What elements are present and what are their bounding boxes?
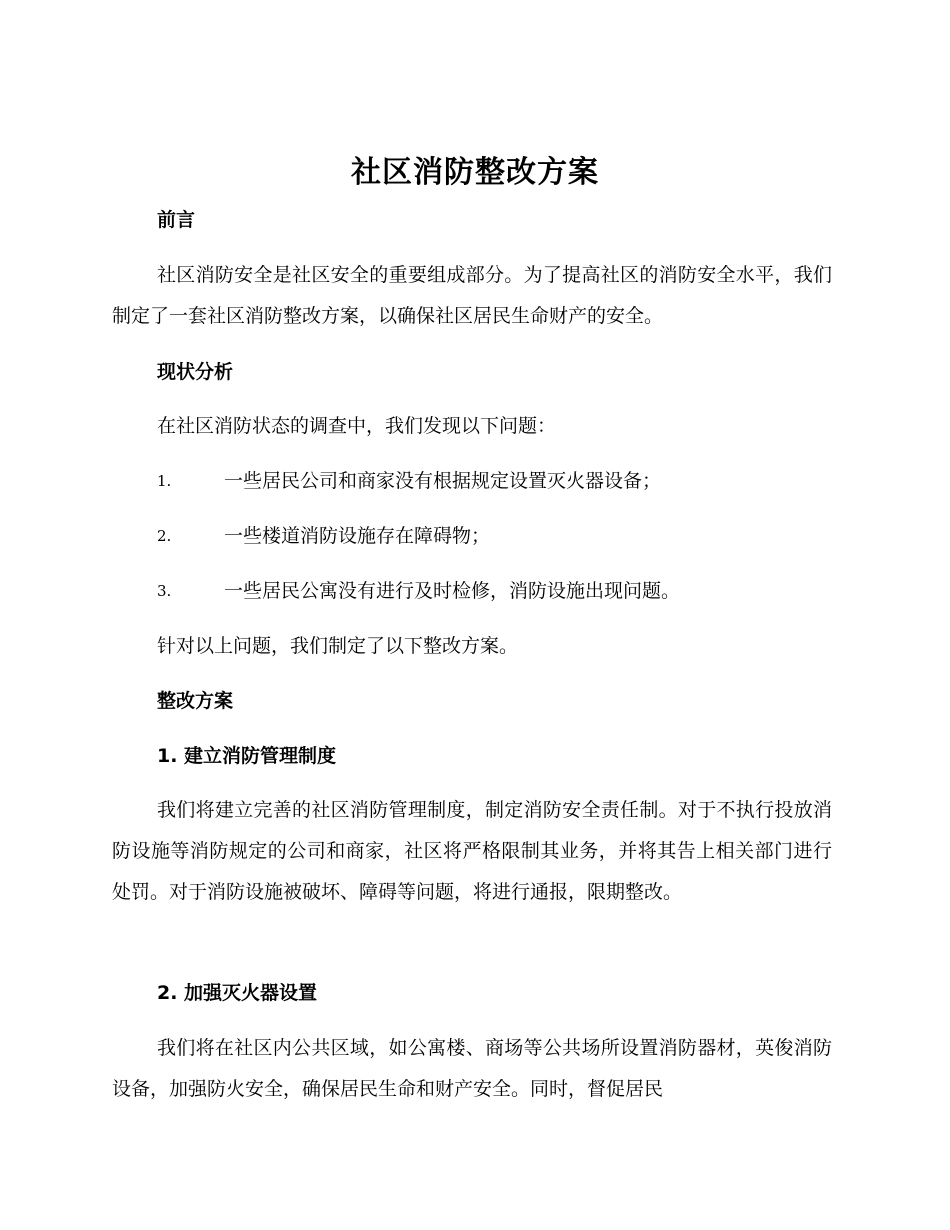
list-item-number: 2. xyxy=(157,527,172,545)
plan-item-1-paragraph: 我们将建立完善的社区消防管理制度，制定消防安全责任制。对于不执行投放消防设施等消防规定的公司和商家，社区将严格限制其业务，并将其告上相关部门进行处罚。对于消防设施被破坏、障碍等问题，将进行通报，限期整改。 xyxy=(112,799,832,903)
plan-item-2-paragraph: 我们将在社区内公共区域，如公寓楼、商场等公共场所设置消防器材，英俊消防设备，加强防火安全，确保居民生命和财产安全。同时，督促居民 xyxy=(112,1037,832,1100)
plan-item-1-heading: 1. 建立消防管理制度 xyxy=(157,745,337,767)
analysis-conclusion: 针对以上问题，我们制定了以下整改方案。 xyxy=(157,635,519,657)
analysis-heading: 现状分析 xyxy=(157,361,234,383)
preface-paragraph: 社区消防安全是社区安全的重要组成部分。为了提高社区的消防安全水平，我们制定了一套社区消防整改方案，以确保社区居民生命财产的安全。 xyxy=(112,264,832,327)
list-item-text: 一些楼道消防设施存在障碍物； xyxy=(224,525,491,547)
list-item-number: 1. xyxy=(157,472,172,490)
plan-item-2-heading: 2. 加强灭火器设置 xyxy=(157,982,318,1004)
analysis-intro: 在社区消防状态的调查中，我们发现以下问题： xyxy=(157,415,557,437)
plan-heading: 整改方案 xyxy=(157,690,234,712)
document-title: 社区消防整改方案 xyxy=(351,155,599,190)
list-item-text: 一些居民公寓没有进行及时检修，消防设施出现问题。 xyxy=(224,580,681,602)
list-item xyxy=(157,576,837,606)
list-item xyxy=(157,521,837,551)
list-item-number: 3. xyxy=(157,582,172,600)
preface-heading: 前言 xyxy=(157,209,196,231)
list-item-text: 一些居民公司和商家没有根据规定设置灭火器设备； xyxy=(224,470,662,492)
list-item xyxy=(157,466,837,496)
